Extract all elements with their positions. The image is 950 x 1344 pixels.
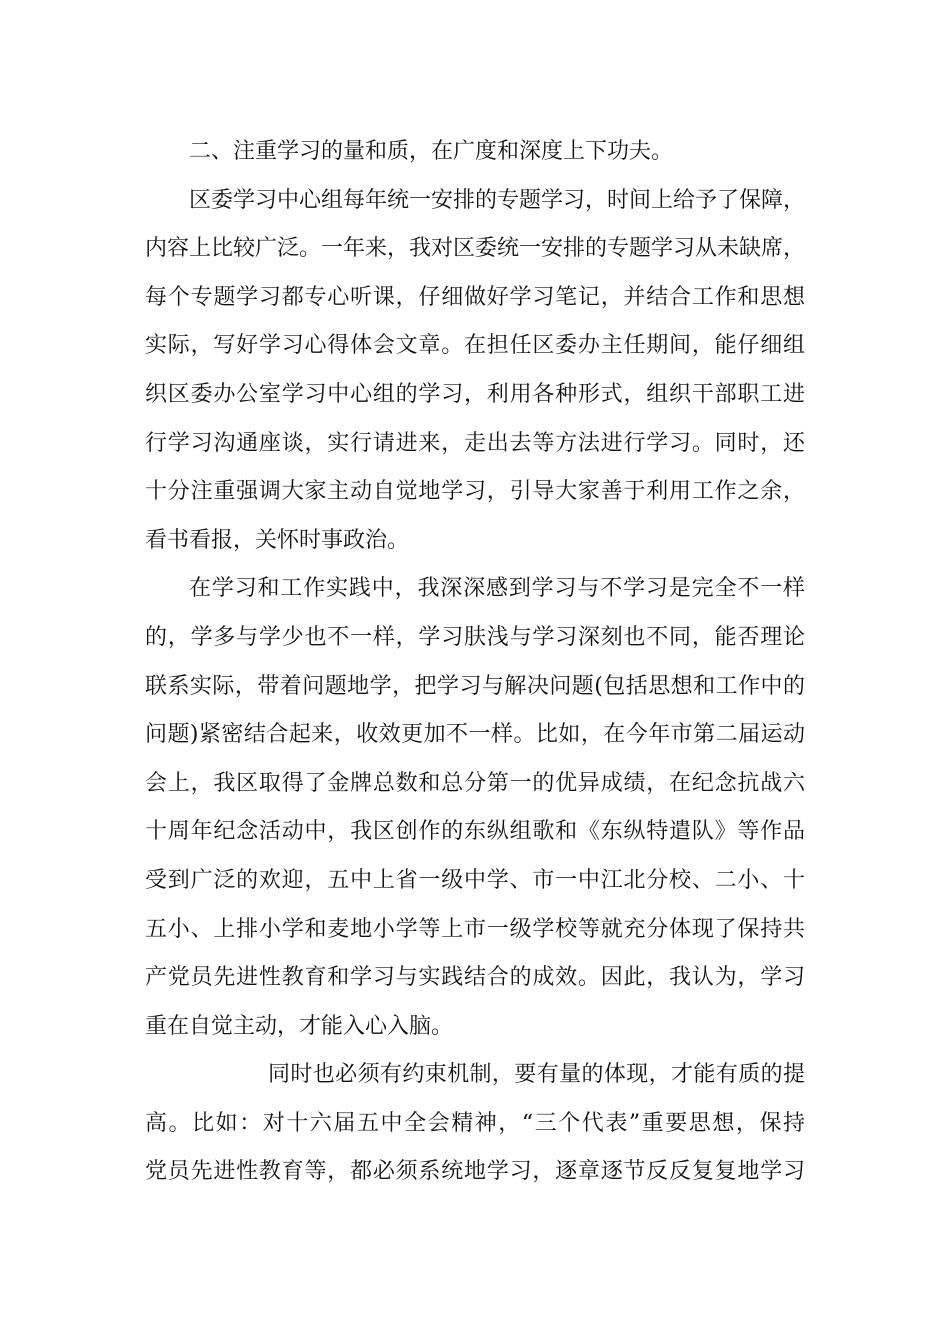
text-line: 区委学习中心组每年统一安排的专题学习，时间上给予了保障， [189,187,806,213]
text-line: 十周年纪念活动中，我区创作的东纵组歌和《东纵特遣队》等作品 [145,819,805,845]
text-line: 五小、上排小学和麦地小学等上市一级学校等就充分体现了保持共 [145,916,805,942]
text-line: 看书看报，关怀时事政治。 [145,527,410,553]
text-line: 高。比如：对十六届五中全会精神，“三个代表”重要思想，保持 [145,1110,805,1136]
section-heading: 二、注重学习的量和质，在广度和深度上下功夫。 [189,139,674,164]
text-line: 的，学多与学少也不一样，学习肤浅与学习深刻也不同，能否理论 [145,624,805,650]
text-line: 行学习沟通座谈，实行请进来，走出去等方法进行学习。同时，还 [145,430,805,456]
text-line: 重在自觉主动，才能入心入脑。 [145,1013,454,1039]
text-line: 问题)紧密结合起来，收效更加不一样。比如，在今年市第二届运动 [145,722,805,748]
document-body [145,128,805,1197]
text-line: 在学习和工作实践中，我深深感到学习与不学习是完全不一样 [189,576,805,602]
text-line: 十分注重强调大家主动自觉地学习，引导大家善于利用工作之余， [145,479,805,505]
text-line: 同时也必须有约束机制，要有量的体现，才能有质的提 [268,1062,805,1088]
text-line: 受到广泛的欢迎，五中上省一级中学、市一中江北分校、二小、十 [145,867,805,893]
text-line: 党员先进性教育等，都必须系统地学习，逐章逐节反反复复地学习 [145,1159,805,1185]
text-line: 每个专题学习都专心听课，仔细做好学习笔记，并结合工作和思想 [145,284,805,310]
text-line: 内容上比较广泛。一年来，我对区委统一安排的专题学习从未缺席， [145,236,806,262]
text-line: 会上，我区取得了金牌总数和总分第一的优异成绩，在纪念抗战六 [145,770,805,796]
text-line: 实际，写好学习心得体会文章。在担任区委办主任期间，能仔细组 [145,333,805,359]
text-line: 联系实际，带着问题地学，把学习与解决问题(包括思想和工作中的 [145,673,805,699]
text-line: 织区委办公室学习中心组的学习，利用各种形式，组织干部职工进 [145,381,805,407]
text-line: 产党员先进性教育和学习与实践结合的成效。因此，我认为，学习 [145,965,805,991]
